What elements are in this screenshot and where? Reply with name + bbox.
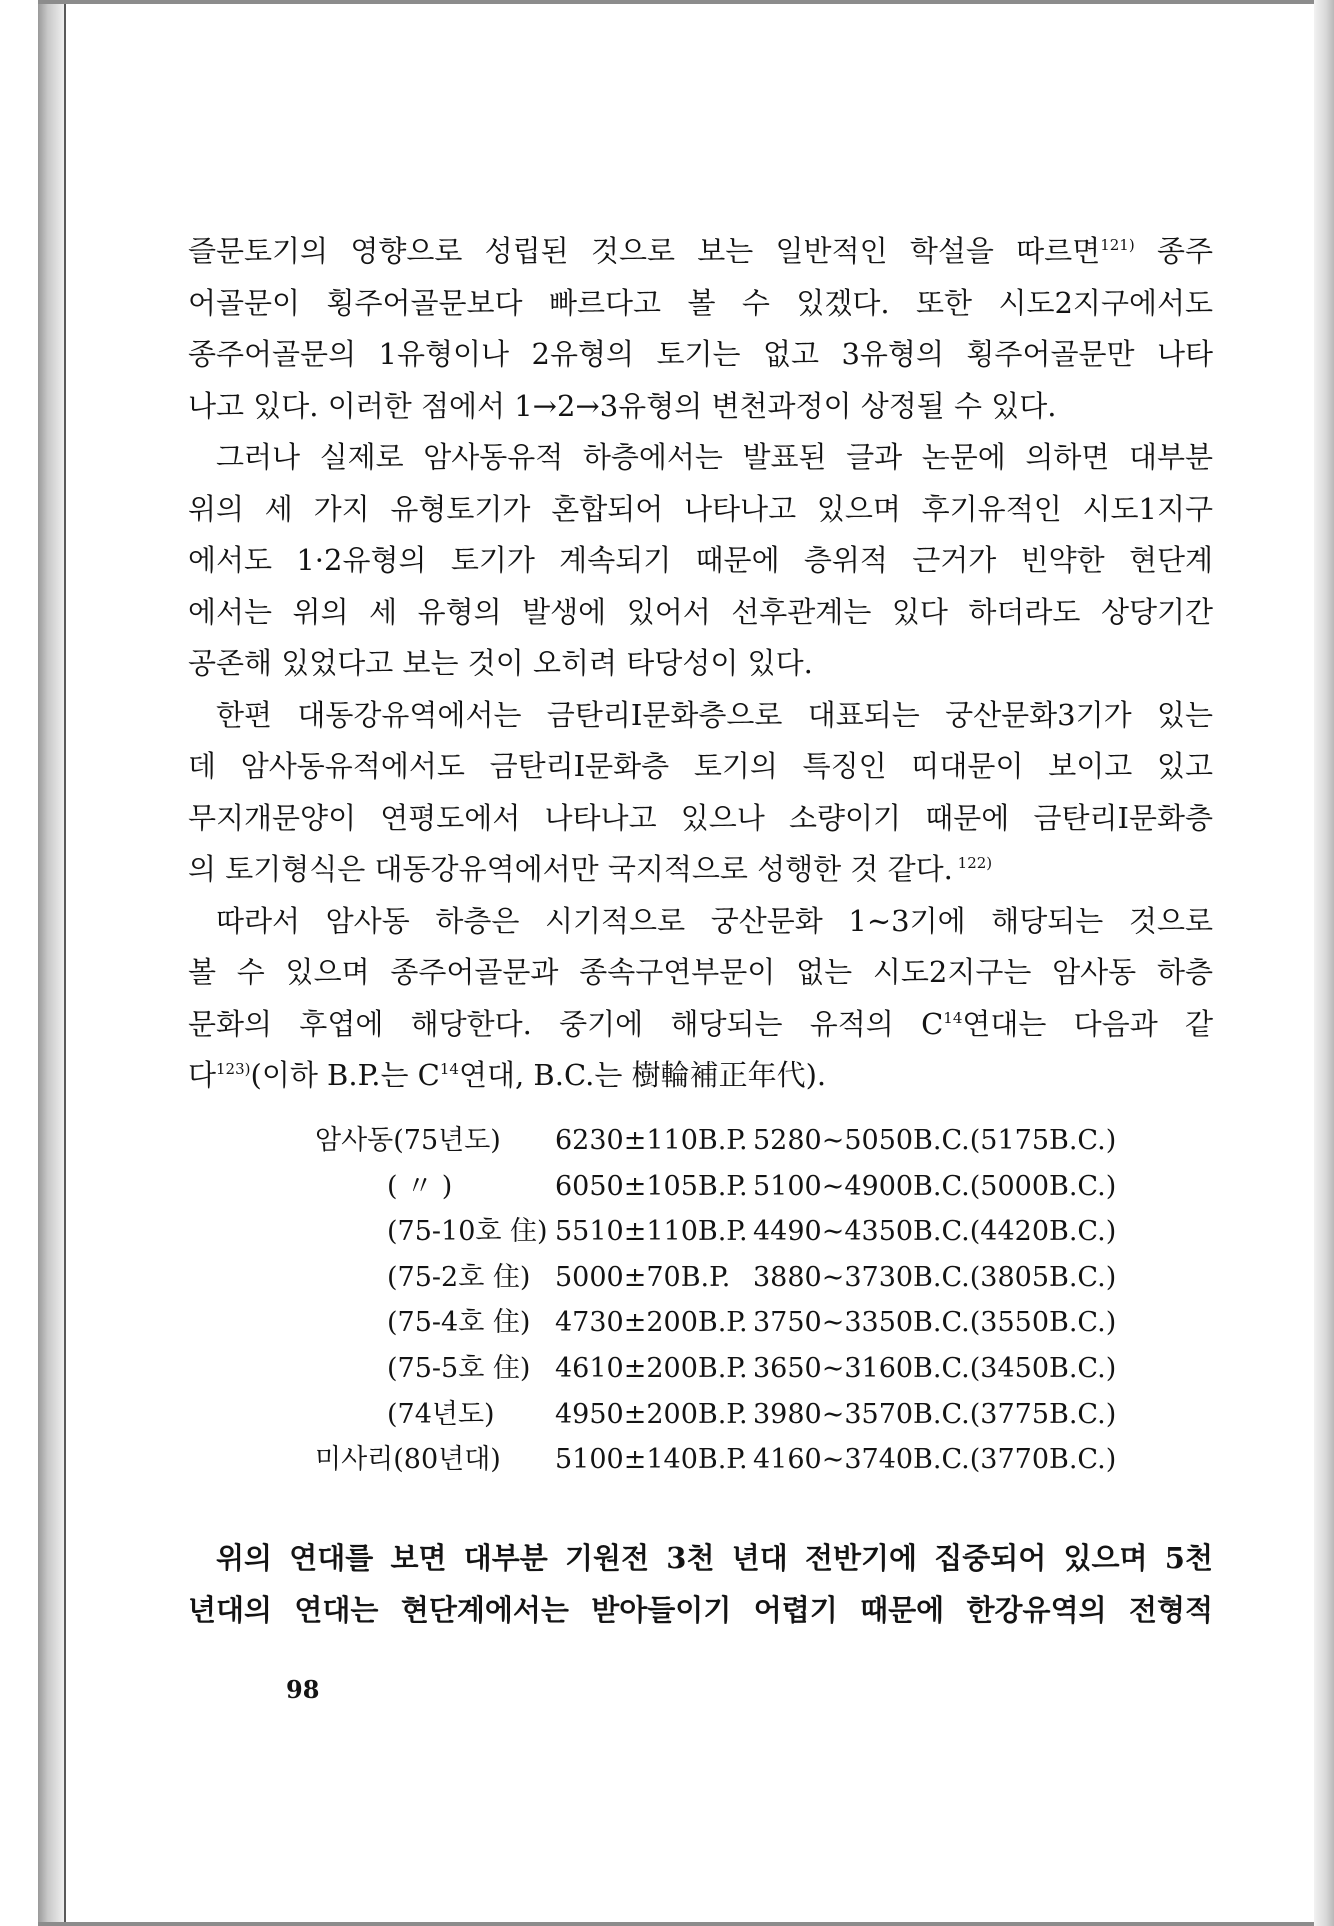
bc-cell: 5280∼5050B.C.(5175B.C.) [753, 1125, 1117, 1156]
table-row [315, 1346, 1116, 1392]
bp-cell: 5100±140B.P. [555, 1444, 748, 1476]
text-line: 에서도 1·2유형의 토기가 계속되기 때문에 층위적 근거가 빈약한 현단계 [188, 543, 1213, 577]
bc-cell: 3650∼3160B.C.(3450B.C.) [753, 1352, 1117, 1384]
page-number: 98 [286, 1675, 320, 1704]
site-cell: 미사리(80년대) [315, 1444, 501, 1476]
site-cell: (75-4호 住) [387, 1307, 531, 1339]
table-row [315, 1392, 1116, 1438]
bp-cell: 4610±200B.P. [555, 1352, 748, 1384]
superscript: 14 [943, 1008, 963, 1027]
site-cell: (75-10호 住) [387, 1216, 548, 1248]
book-bottom-edge [38, 1922, 1334, 1926]
bp-cell: 5510±110B.P. [555, 1216, 748, 1248]
footnote-ref: 121) [1100, 236, 1135, 254]
bp-cell: 6050±105B.P. [555, 1170, 748, 1202]
bp-cell: 4730±200B.P. [555, 1307, 748, 1339]
text-line: 문화의 후엽에 해당한다. 중기에 해당되는 유적의 $C^{14}$연대는 다음과 같 [188, 1006, 1213, 1041]
bc-cell: 3880∼3730B.C.(3805B.C.) [753, 1261, 1117, 1293]
table-row [315, 1300, 1116, 1346]
paragraph-start: 한편 대동강유역에서는 금탄리I문화층으로 대표되는 궁산문화3기가 있는 [216, 697, 1213, 732]
footnote-ref: 122) [952, 854, 993, 872]
footnote-ref: 123) [216, 1060, 251, 1078]
page-edge-line [64, 0, 66, 1926]
closing-paragraph [188, 1533, 1213, 1636]
bc-cell: 4160∼3740B.C.(3770B.C.) [753, 1444, 1117, 1476]
paragraph-start: 위의 연대를 보면 대부분 기원전 3천 년대 전반기에 집중되어 있으며 5천 [216, 1541, 1213, 1575]
text-line: 즐문토기의 영향으로 성립된 것으로 보는 일반적인 학설을 따르면$^{121)}$ 종주 [188, 234, 1213, 268]
text-line: 볼 수 있으며 종주어골문과 종속구연부문이 없는 시도2지구는 암사동 하층 [188, 955, 1213, 989]
table-row [315, 1164, 1116, 1210]
paragraph-start: 그러나 실제로 암사동유적 하층에서는 발표된 글과 논문에 의하면 대부분 [216, 440, 1213, 474]
site-cell: 암사동(75년도) [315, 1125, 501, 1156]
book-right-edge [1314, 0, 1334, 1926]
body-text [188, 226, 1213, 1102]
text-line: 위의 세 가지 유형토기가 혼합되어 나타나고 있으며 후기유적인 시도1지구 [188, 491, 1213, 526]
bp-cell: 6230±110B.P. [555, 1125, 748, 1156]
text-line: 종주어골문의 1유형이나 2유형의 토기는 없고 3유형의 횡주어골문만 나타 [188, 337, 1213, 371]
site-cell: (75-2호 住) [387, 1261, 531, 1293]
table-row [315, 1437, 1116, 1483]
text-line: 어골문이 횡주어골문보다 빠르다고 볼 수 있겠다. 또한 시도2지구에서도 [188, 285, 1213, 320]
text-line: 공존해 있었다고 보는 것이 오히려 타당성이 있다. [188, 646, 813, 680]
site-cell: (75-5호 住) [387, 1352, 531, 1384]
text-line: 의 토기형식은 대동강유역에서만 국지적으로 성행한 것 같다. $^{122)}$ [188, 852, 993, 886]
site-cell: ( 〃 ) [387, 1170, 453, 1202]
bc-cell: 3980∼3570B.C.(3775B.C.) [753, 1398, 1117, 1430]
table-row [315, 1255, 1116, 1301]
radiocarbon-dates-table [315, 1118, 1116, 1483]
paragraph-start: 따라서 암사동 하층은 시기적으로 궁산문화 1∼3기에 해당되는 것으로 [216, 903, 1213, 938]
text-line: 년대의 연대는 현단계에서는 받아들이기 어렵기 때문에 한강유역의 전형적 [188, 1592, 1213, 1627]
text-line: 데 암사동유적에서도 금탄리I문화층 토기의 특징인 띠대문이 보이고 있고 [188, 749, 1213, 783]
book-spine-edge [38, 0, 66, 1926]
bc-cell: 5100∼4900B.C.(5000B.C.) [753, 1170, 1117, 1202]
bc-cell: 3750∼3350B.C.(3550B.C.) [753, 1307, 1117, 1339]
superscript: 14 [439, 1060, 459, 1078]
text-line: 나고 있다. 이러한 점에서 1→2→3유형의 변천과정이 상정될 수 있다. [188, 388, 1057, 423]
bc-cell: 4490∼4350B.C.(4420B.C.) [753, 1216, 1117, 1248]
text-line: 무지개문양이 연평도에서 나타나고 있으나 소량이기 때문에 금탄리I문화층 [188, 800, 1213, 835]
table-row [315, 1209, 1116, 1255]
bp-cell: 5000±70B.P. [555, 1261, 731, 1293]
site-cell: (74년도) [387, 1398, 495, 1430]
text-line: 에서는 위의 세 유형의 발생에 있어서 선후관계는 있다 하더라도 상당기간 [188, 594, 1213, 629]
bp-cell: 4950±200B.P. [555, 1398, 748, 1430]
text-line: 다$^{123)}$(이하 B.P.는 $C^{14}$연대, B.C.는 樹輪補正年代). [188, 1058, 827, 1092]
table-row [315, 1118, 1116, 1164]
